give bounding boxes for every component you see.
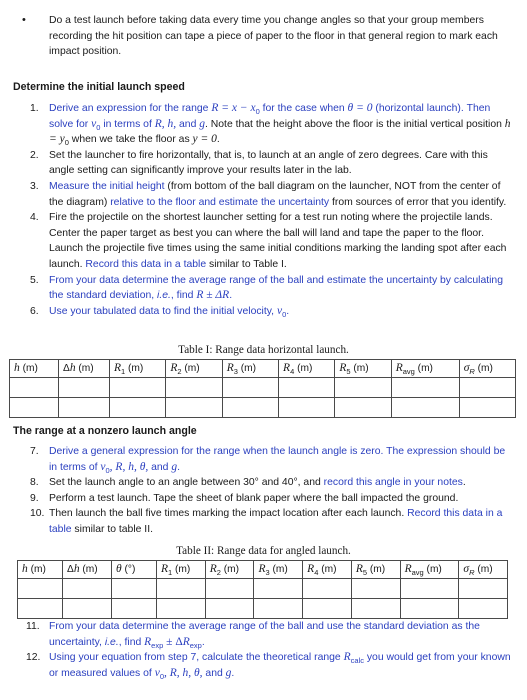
pm-delta: ± Δ [163,635,183,648]
step-1-text-f: . Note that the height above the floor is the initial vertical position [205,118,505,130]
step-2-text: Set the launcher to fire horizontally, that is, to launch at an angle of zero degrees. Care with this angle setting can significantly improve your results later in the lab. [49,149,488,177]
step-number: 10. [30,508,45,520]
bullet-text: Do a test launch before taking data every time you change angles so that your group members recording the hit position can tape a piece of paper to the floor in that general region to mark each impact position. [49,15,498,58]
cell[interactable] [400,579,459,599]
steps-list-1 [0,101,515,319]
step-1-text-i: . [216,134,220,146]
var-r-calc-sub: calc [350,656,364,666]
step-1 [0,101,515,148]
header-cell: $R_5$ (m) [335,360,391,378]
vars-rh: R, h, [154,117,177,130]
cell[interactable] [279,398,335,418]
cell[interactable] [459,579,508,599]
header-cell: θ (°) [112,561,157,579]
step-5-ie: i.e. [157,290,171,302]
var-v0-sub: 0 [159,671,164,681]
step-11-text-c: . [201,636,205,648]
header-cell: $\sigma_R$ (m) [459,561,508,579]
table-1-header-row [10,360,516,378]
cell[interactable] [18,579,63,599]
cell[interactable] [254,599,303,619]
cell[interactable] [222,398,278,418]
cell[interactable] [303,599,352,619]
eq-y: y = 0 [192,133,217,146]
header-cell: $R_2$ (m) [205,561,254,579]
header-cell: $R_3$ (m) [222,360,278,378]
var-v0: v [276,304,283,317]
eq-h-sub: 0 [64,138,69,148]
cell[interactable] [205,599,254,619]
step-1-text-d: in terms of [100,118,155,130]
step-10-text-a: Then launch the ball five times marking the impact location after each launch. [49,508,408,520]
header-cell: $\sigma_R$ (m) [459,360,515,378]
cell[interactable] [222,378,278,398]
table-1-caption: Table I: Range data horizontal launch. [178,344,349,356]
step-12-text-a: Using your equation from step 7, calculate the theoretical range [49,652,344,664]
header-cell: $R_{avg}$ (m) [391,360,459,378]
step-11 [0,619,515,650]
cell[interactable] [459,398,515,418]
step-number: 12. [26,652,41,664]
var-r-exp-2-sub: exp [189,640,202,650]
step-4 [0,210,515,272]
step-3-text-b: (from bottom of the ball diagram on the launcher, NOT from the center of the diagram) [49,180,501,208]
step-number: 11. [26,621,40,632]
step-4-text-b: Record this data in a table [85,258,207,270]
cell[interactable] [351,579,400,599]
vars-rh-theta: , R, h, θ, [109,460,149,473]
cell[interactable] [391,378,459,398]
cell[interactable] [335,378,391,398]
cell[interactable] [110,398,166,418]
header-cell: $R_{avg}$ (m) [400,561,459,579]
step-6-text-a: Use your tabulated data to find the initial velocity, [49,305,277,317]
cell[interactable] [166,398,222,418]
cell[interactable] [351,599,400,619]
header-cell: $R_2$ (m) [166,360,222,378]
table-2-caption: Table II: Range data for angled launch. [176,545,351,557]
step-3-text-d: from sources of error that you identify. [329,196,507,208]
steps-list-3 [0,619,515,681]
step-7-text-c: . [177,461,180,473]
step-7 [0,444,515,475]
var-v0-sub: 0 [105,465,110,475]
var-r-exp-sub: exp [151,640,164,650]
header-cell: $R_1$ (m) [157,561,206,579]
cell[interactable] [59,398,110,418]
table-2 [17,560,508,619]
step-number: 8. [30,477,39,489]
step-9-text: Perform a test launch. Tape the sheet of blank paper where the ball impacted the ground. [49,492,459,504]
var-v0-sub: 0 [282,309,287,319]
cell[interactable] [400,599,459,619]
step-6 [0,304,515,320]
cell[interactable] [459,599,508,619]
cell[interactable] [335,398,391,418]
step-8-text-b: record this angle in your notes [323,477,463,489]
step-6-text-b: . [286,305,290,317]
cell[interactable] [63,579,112,599]
table-1 [9,359,516,418]
step-9 [0,491,515,507]
var-r-calc: R [343,651,351,664]
step-11-ie: i.e. [104,636,119,648]
step-1-text-e: and [176,118,200,130]
header-cell: $R_1$ (m) [110,360,166,378]
step-4-text-a: Fire the projectile on the shortest launcher setting for a test run noting where the projectile lands. Center the paper target as best you can where the ball will land and tape the paper to the floor. Launch the projectile five times using the same initial conditions marking the landing spot after each launch. [49,212,507,270]
var-v-sub: 0 [96,122,101,132]
cell[interactable] [279,378,335,398]
var-g: g [171,460,178,473]
step-number: 4. [30,212,39,224]
cell[interactable] [166,378,222,398]
cell[interactable] [18,599,63,619]
step-1-text-a: Derive an expression for the range [49,103,212,114]
var-g: g [225,666,232,679]
section-heading-initial-speed: Determine the initial launch speed [13,81,185,93]
header-cell: $R_5$ (m) [351,561,400,579]
step-10-text-b: Record this data in a table [49,508,503,535]
step-3-text-c: relative to the floor and estimate the uncertainty [110,196,330,208]
intro-bullet [22,13,517,60]
step-1-text-b: for the case when [259,103,348,114]
section-heading-nonzero-angle: The range at a nonzero launch angle [13,425,197,437]
step-12-text-c: and [202,667,226,679]
cell[interactable] [459,378,515,398]
cell[interactable] [10,378,59,398]
header-cell: h (m) [18,561,63,579]
step-7-text-a: Derive a general expression for the range when the launch angle is zero. The expression should be in terms of [49,446,506,473]
step-4-text-c: similar to Table I. [206,258,287,270]
step-12-text-b: you would get from your known or measured values of [49,652,511,679]
step-10 [0,506,515,537]
table-2-row-2 [18,599,508,619]
step-5 [0,273,515,304]
table-2-header-row [18,561,508,579]
cell[interactable] [10,398,59,418]
cell[interactable] [157,579,206,599]
step-number: 3. [30,180,39,192]
cell[interactable] [63,599,112,619]
var-r-exp-2: R [182,635,190,648]
eq-range: R = x − x [211,102,256,114]
step-11-text-a: From your data determine the average range of the ball and use the standard deviation as the uncertainty, [49,621,480,648]
var-v0: v [154,666,160,679]
eq-theta: θ = 0 [347,102,373,114]
header-cell: Δh (m) [63,561,112,579]
var-v0: v [100,460,106,473]
eq-r-pm: R ± ΔR [196,289,230,302]
header-cell: $R_3$ (m) [254,561,303,579]
step-number: 2. [30,149,39,161]
step-number: 6. [30,305,39,317]
step-5-text-a: From your data determine the average range of the ball and estimate the uncertainty by calculating the standard deviation, [49,274,503,302]
cell[interactable] [112,579,157,599]
step-1-text-c: (horizontal launch). Then solve for [49,103,491,130]
step-2 [0,148,515,179]
step-3 [0,179,515,210]
step-7-text-b: and [148,461,172,473]
step-number: 7. [30,446,39,457]
step-8-text-a: Set the launch angle to an angle between 30° and 40°, and [49,477,324,489]
eq-sub: 0 [255,107,260,117]
step-11-text-b: , find [118,636,145,648]
cell[interactable] [303,579,352,599]
header-cell: $R_4$ (m) [279,360,335,378]
cell[interactable] [391,398,459,418]
table-1-row-2 [10,398,516,418]
cell[interactable] [254,579,303,599]
header-cell: h (m) [10,360,59,378]
var-g: g [199,117,205,130]
step-5-text-c: . [229,290,233,302]
cell[interactable] [157,599,206,619]
var-v: v [91,117,97,130]
step-8-text-c: . [462,477,466,489]
eq-h: h = y [49,117,511,146]
bullet-dot: • [22,14,26,26]
header-cell: Δh (m) [59,360,110,378]
table-1-row-1 [10,378,516,398]
step-number: 5. [30,274,39,286]
cell[interactable] [205,579,254,599]
step-number: 9. [30,492,39,504]
step-10-text-c: similar to table II. [71,523,153,535]
step-number: 1. [30,103,39,114]
cell[interactable] [110,378,166,398]
cell[interactable] [112,599,157,619]
step-12 [0,650,515,681]
step-8 [0,475,515,491]
table-2-row-1 [18,579,508,599]
step-5-text-b: , find [170,290,197,302]
step-12-text-d: . [231,667,235,679]
header-cell: $R_4$ (m) [303,561,352,579]
cell[interactable] [59,378,110,398]
step-1-text-h: when we take the floor as [68,134,193,146]
steps-list-2 [0,444,515,538]
step-3-text-a: Measure the initial height [49,180,165,192]
var-r-exp: R [144,635,152,648]
vars-rh-theta: , R, h, θ, [163,666,203,679]
